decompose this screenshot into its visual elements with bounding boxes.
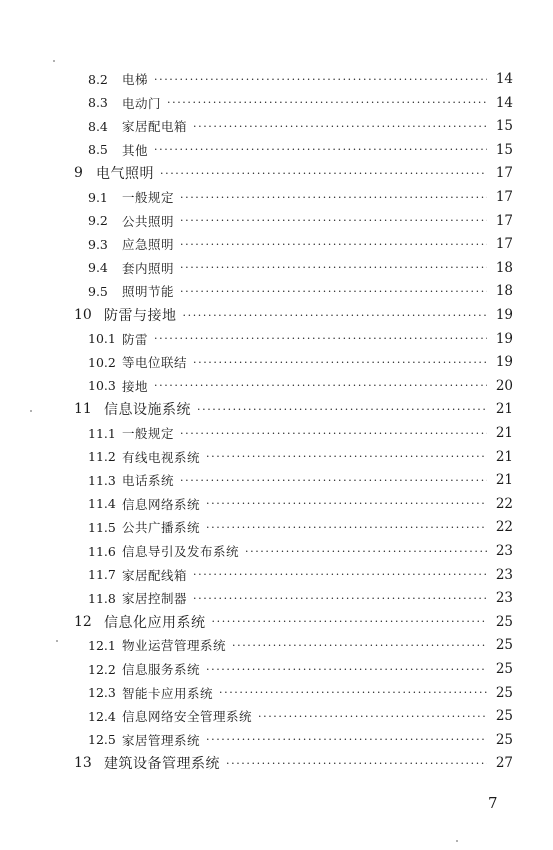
toc-entry-number: 10.2 <box>88 354 116 370</box>
toc-entry-number: 10 <box>74 307 92 323</box>
toc-entry-page: 14 <box>495 94 513 111</box>
toc-entry-page: 17 <box>495 212 513 229</box>
toc-entry-page: 18 <box>495 283 513 300</box>
toc-leader-dots <box>258 710 487 723</box>
toc-leader-dots <box>197 403 487 416</box>
toc-entry-page: 18 <box>495 259 513 276</box>
toc-entry-page: 25 <box>495 731 513 748</box>
toc-subsection-entry <box>88 681 513 705</box>
toc-entry-title: 公共照明 <box>122 213 175 229</box>
toc-leader-dots <box>219 686 487 699</box>
toc-entry-title: 接地 <box>122 378 149 394</box>
toc-entry-title: 电梯 <box>122 72 149 87</box>
toc-leader-dots <box>183 309 488 322</box>
toc-entry-number: 11.7 <box>88 567 116 583</box>
toc-entry-number: 10.3 <box>88 378 116 394</box>
toc-entry-page: 17 <box>495 236 513 253</box>
toc-entry-page: 23 <box>495 566 513 583</box>
toc-entry-title: 信息网络系统 <box>122 496 201 512</box>
toc-leader-dots <box>154 332 487 345</box>
toc-entry-page: 21 <box>495 401 513 418</box>
toc-entry-page: 21 <box>495 472 513 489</box>
toc-subsection-entry <box>88 327 513 351</box>
toc-entry-page: 25 <box>495 708 513 725</box>
toc-entry-title: 信息网络安全管理系统 <box>122 709 253 725</box>
toc-subsection-entry <box>88 114 513 138</box>
toc-leader-dots <box>193 592 487 605</box>
scan-speck <box>456 840 458 842</box>
toc-entry-number: 11.1 <box>88 425 116 441</box>
toc-subsection-entry <box>88 445 513 469</box>
toc-leader-dots <box>154 143 487 156</box>
scan-speck <box>53 60 55 62</box>
toc-subsection-entry <box>88 185 513 209</box>
toc-entry-page: 27 <box>495 755 513 772</box>
toc-entry-page: 19 <box>495 354 513 371</box>
toc-entry-title: 家居配线箱 <box>122 567 188 583</box>
toc-entry-title: 家居控制器 <box>122 591 188 607</box>
toc-entry-number: 11.8 <box>88 590 116 606</box>
toc-subsection-entry <box>88 138 513 162</box>
toc-entry-number: 12.3 <box>88 685 116 701</box>
toc-entry-number: 11.2 <box>88 449 116 465</box>
toc-entry-title: 电话系统 <box>122 473 175 489</box>
toc-entry-page: 21 <box>495 448 513 465</box>
toc-entry-title: 物业运营管理系统 <box>122 638 227 654</box>
toc-entry-number: 9.5 <box>88 283 108 299</box>
toc-subsection-entry <box>88 67 513 91</box>
toc-entry-title: 应急照明 <box>122 237 175 253</box>
toc-entry-number: 12 <box>74 613 92 630</box>
toc-leader-dots <box>180 238 487 251</box>
toc-entry-number: 9.2 <box>88 213 108 229</box>
toc-entry-title: 智能卡应用系统 <box>122 685 214 701</box>
toc-leader-dots <box>180 474 487 487</box>
toc-section-entry <box>74 303 513 327</box>
toc-entry-title: 信息设施系统 <box>104 402 191 419</box>
toc-entry-title: 等电位联结 <box>122 355 188 371</box>
toc-entry-page: 17 <box>495 189 513 205</box>
toc-entry-page: 15 <box>495 118 513 135</box>
toc-section-entry <box>74 397 513 421</box>
toc-subsection-entry <box>88 515 513 539</box>
toc-entry-title: 照明节能 <box>122 284 175 300</box>
toc-subsection-entry <box>88 586 513 610</box>
toc-entry-title: 家居配电箱 <box>122 119 188 135</box>
toc-entry-title: 家居管理系统 <box>122 732 201 748</box>
toc-leader-dots <box>160 167 487 180</box>
toc-section-entry <box>74 161 513 185</box>
toc-leader-dots <box>226 757 487 770</box>
toc-entry-page: 22 <box>495 495 513 512</box>
toc-entry-page: 14 <box>495 71 513 87</box>
toc-entry-title: 一般规定 <box>122 190 175 205</box>
toc-entry-page: 19 <box>495 330 513 347</box>
toc-entry-page: 15 <box>495 141 513 158</box>
toc-entry-page: 20 <box>495 377 513 394</box>
toc-subsection-entry <box>88 256 513 280</box>
toc-entry-number: 8.3 <box>88 95 108 111</box>
toc-subsection-entry <box>88 539 513 563</box>
toc-entry-number: 9.1 <box>88 189 108 205</box>
toc-entry-number: 11.5 <box>88 519 116 535</box>
toc-leader-dots <box>245 545 487 558</box>
toc-entry-title: 建筑设备管理系统 <box>104 756 220 773</box>
toc-entry-title: 电气照明 <box>96 166 154 183</box>
toc-entry-title: 防雷 <box>122 331 149 347</box>
toc-entry-page: 25 <box>495 613 513 630</box>
toc-leader-dots <box>206 521 487 534</box>
toc-entry-page: 17 <box>495 165 513 182</box>
toc-subsection-entry <box>88 421 513 445</box>
toc-entry-number: 12.4 <box>88 708 116 724</box>
toc-subsection-entry <box>88 279 513 303</box>
toc-entry-page: 25 <box>495 661 513 677</box>
toc-leader-dots <box>206 663 487 676</box>
toc-leader-dots <box>154 73 487 86</box>
toc-entry-number: 11 <box>74 401 92 418</box>
toc-subsection-entry <box>88 728 513 752</box>
toc-entry-number: 12.5 <box>88 732 116 748</box>
toc-entry-number: 11.4 <box>88 496 116 512</box>
toc-entry-number: 8.5 <box>88 142 108 158</box>
toc-entry-title: 套内照明 <box>122 260 175 276</box>
toc-entry-page: 23 <box>495 543 513 559</box>
toc-leader-dots <box>180 285 487 298</box>
toc-leader-dots <box>180 261 487 274</box>
toc-leader-dots <box>206 450 487 463</box>
toc-leader-dots <box>193 120 487 133</box>
toc-subsection-entry <box>88 492 513 516</box>
toc-entry-number: 10.1 <box>88 331 116 347</box>
toc-entry-title: 电动门 <box>122 95 162 111</box>
toc-subsection-entry <box>88 704 513 728</box>
toc-subsection-entry <box>88 657 513 681</box>
scan-speck <box>56 640 58 642</box>
toc-entry-page: 25 <box>495 637 513 654</box>
toc-leader-dots <box>180 427 487 440</box>
toc-leader-dots <box>180 191 487 204</box>
toc-entry-number: 9 <box>74 165 83 182</box>
toc-subsection-entry <box>88 232 513 256</box>
toc-subsection-entry <box>88 468 513 492</box>
toc-entry-page: 25 <box>495 684 513 701</box>
toc-leader-dots <box>180 214 487 227</box>
toc-subsection-entry <box>88 350 513 374</box>
toc-entry-number: 8.4 <box>88 118 108 134</box>
toc-entry-page: 22 <box>495 519 513 536</box>
toc-subsection-entry <box>88 374 513 398</box>
toc-section-entry <box>74 610 513 634</box>
scan-speck <box>30 410 32 412</box>
toc-entry-title: 信息服务系统 <box>122 662 201 677</box>
toc-entry-number: 11.6 <box>88 543 116 559</box>
toc-entry-title: 公共广播系统 <box>122 520 201 536</box>
toc-leader-dots <box>212 615 488 628</box>
toc-entry-number: 8.2 <box>88 71 108 87</box>
toc-leader-dots <box>232 639 487 652</box>
toc-leader-dots <box>206 497 487 510</box>
toc-subsection-entry <box>88 633 513 657</box>
toc-leader-dots <box>193 356 487 369</box>
toc-entry-number: 12.2 <box>88 661 116 677</box>
toc-subsection-entry <box>88 209 513 233</box>
toc-entry-page: 23 <box>495 590 513 607</box>
toc-entry-number: 9.4 <box>88 260 108 276</box>
toc-leader-dots <box>167 96 487 109</box>
toc-entry-title: 一般规定 <box>122 426 175 441</box>
toc-entry-title: 信息化应用系统 <box>104 614 206 631</box>
toc-entry-page: 19 <box>495 307 513 323</box>
toc-entry-number: 13 <box>74 755 92 772</box>
toc-entry-number: 11.3 <box>88 472 116 488</box>
toc-subsection-entry <box>88 91 513 115</box>
toc-entry-number: 12.1 <box>88 637 116 653</box>
toc-section-entry <box>74 751 513 775</box>
toc-entry-number: 9.3 <box>88 236 108 252</box>
toc-leader-dots <box>154 379 487 392</box>
toc-leader-dots <box>206 733 487 746</box>
toc-leader-dots <box>193 568 487 581</box>
page-number: 7 <box>488 794 498 812</box>
toc-entry-title: 信息导引及发布系统 <box>122 544 240 559</box>
toc-subsection-entry <box>88 563 513 587</box>
toc-entry-page: 21 <box>495 425 513 441</box>
toc-entry-title: 防雷与接地 <box>104 308 177 324</box>
toc-entry-title: 有线电视系统 <box>122 449 201 465</box>
toc-entry-title: 其他 <box>122 142 149 158</box>
